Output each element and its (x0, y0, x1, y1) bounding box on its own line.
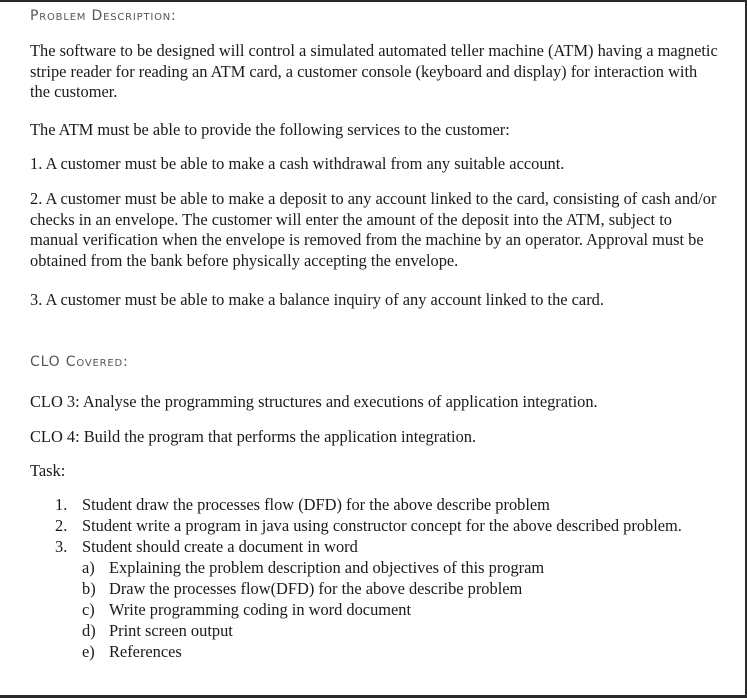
subtask-letter: c) (82, 600, 95, 619)
subtask-letter: b) (82, 579, 96, 598)
task-text: Student should create a document in word (82, 537, 358, 556)
page-border-top (0, 0, 747, 2)
task-label: Task: (30, 461, 66, 480)
subtask-letter: d) (82, 621, 96, 640)
subtask-letter: a) (82, 558, 95, 577)
task-text: Student write a program in java using constructor concept for the above described problem. (82, 516, 682, 535)
clo-item-3: CLO 3: Analyse the programming structures and executions of application integration. (30, 392, 598, 411)
subtask-item (82, 557, 669, 578)
task-item (55, 494, 722, 515)
task-sublist (82, 557, 722, 662)
task-text: Student draw the processes flow (DFD) for the above describe problem (82, 495, 550, 514)
subtask-letter: e) (82, 642, 95, 661)
task-item (55, 515, 722, 536)
clo-covered-heading: CLO Covered: (30, 354, 129, 370)
clo-item-4: CLO 4: Build the program that performs the application integration. (30, 427, 477, 446)
service-balance-inquiry: 3. A customer must be able to make a balance inquiry of any account linked to the card. (30, 290, 604, 309)
task-list (55, 494, 722, 662)
task-item (55, 536, 722, 662)
subtask-item (82, 578, 669, 599)
task-number: 1. (55, 495, 68, 514)
task-number: 3. (55, 537, 68, 556)
subtask-item (82, 599, 669, 620)
task-number: 2. (55, 516, 68, 535)
service-deposit: 2. A customer must be able to make a deposit to any account linked to the card, consisting of cash and/or checks in an envelope. The customer will enter the amount of the deposit into the ATM, subject to manual verification when the envelope is removed from the machine by an operator. Approval must be obtained from the bank before physically accepting the envelope. (30, 189, 717, 270)
subtask-text: Write programming coding in word document (109, 600, 412, 619)
intro-paragraph: The software to be designed will control a simulated automated teller machine (ATM) having a magnetic stripe reader for reading an ATM card, a customer console (keyboard and display) for interaction with the customer. (30, 41, 718, 101)
subtask-text: Print screen output (109, 621, 233, 640)
services-intro: The ATM must be able to provide the following services to the customer: (30, 120, 510, 139)
subtask-item (82, 620, 669, 641)
problem-description-heading: Problem Description: (30, 8, 177, 24)
subtask-text: References (109, 642, 182, 661)
subtask-text: Explaining the problem description and objectives of this program (109, 558, 545, 577)
subtask-item (82, 641, 669, 662)
subtask-text: Draw the processes flow(DFD) for the above describe problem (109, 579, 523, 598)
service-withdrawal: 1. A customer must be able to make a cash withdrawal from any suitable account. (30, 154, 565, 173)
